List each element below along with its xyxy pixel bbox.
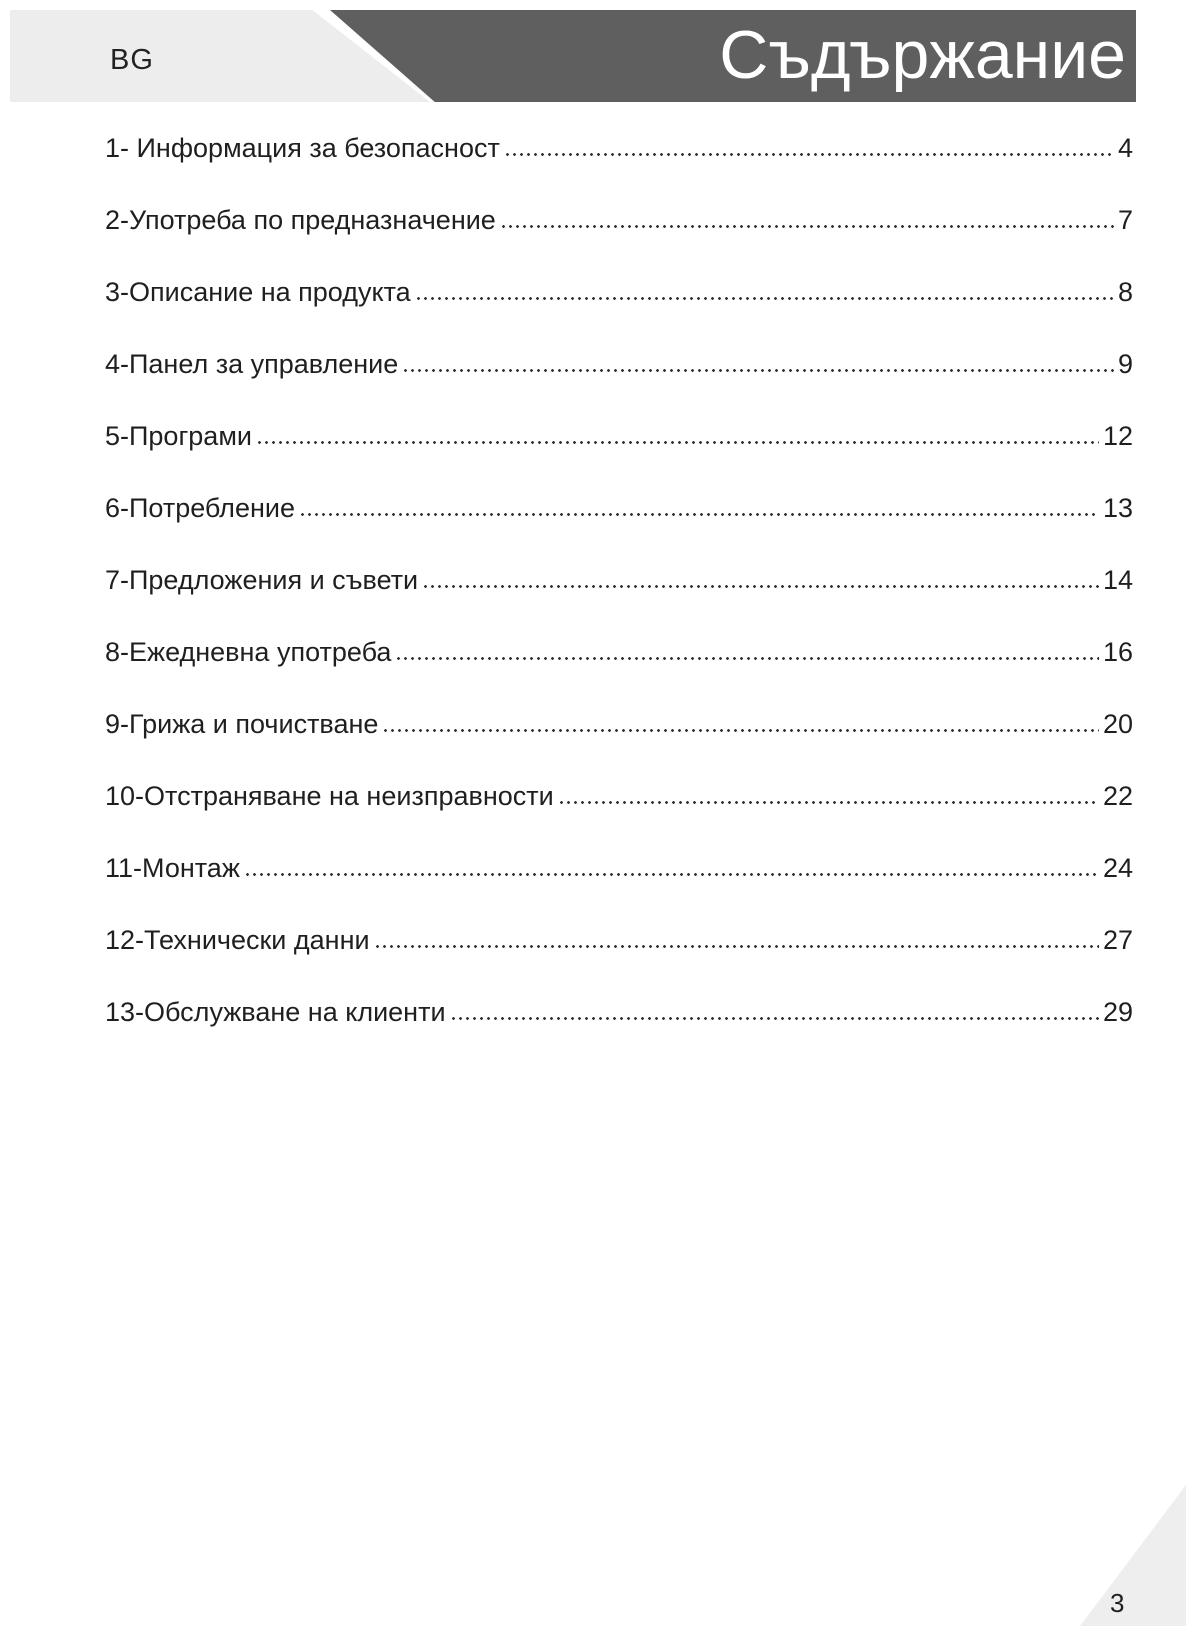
toc-dot-leader <box>299 498 1099 518</box>
toc-entry-label: 13-Обслужване на клиенти <box>105 996 446 1027</box>
toc-entry-page: 13 <box>1102 492 1133 523</box>
toc-entry-label: 7-Предложения и съвети <box>105 564 419 595</box>
toc-entry-daily-use[interactable] <box>105 616 1133 688</box>
toc-dot-leader <box>402 354 1114 374</box>
toc-dot-leader <box>422 570 1099 590</box>
toc-entry-page: 27 <box>1102 924 1133 955</box>
toc-dot-leader <box>450 1002 1099 1022</box>
toc-entry-page: 9 <box>1117 348 1133 379</box>
toc-entry-label: 8-Ежедневна употреба <box>105 636 392 667</box>
toc-entry-label: 9-Грижа и почистване <box>105 708 379 739</box>
toc-dot-leader <box>382 714 1099 734</box>
toc-entry-page: 4 <box>1117 132 1133 163</box>
toc-entry-intended-use[interactable] <box>105 184 1133 256</box>
page-number: 3 <box>1110 1588 1125 1618</box>
toc-entry-consumption[interactable] <box>105 472 1133 544</box>
toc-entry-programs[interactable] <box>105 400 1133 472</box>
toc-dot-leader <box>395 642 1099 662</box>
toc-entry-page: 8 <box>1117 276 1133 307</box>
toc-entry-page: 20 <box>1102 708 1133 739</box>
toc-entry-label: 12-Технически данни <box>105 924 370 955</box>
toc-entry-label: 4-Панел за управление <box>105 348 399 379</box>
toc-entry-label: 3-Описание на продукта <box>105 276 411 307</box>
language-code: BG <box>110 44 154 76</box>
toc-entry-page: 22 <box>1102 780 1133 811</box>
toc-dot-leader <box>558 786 1099 806</box>
toc-dot-leader <box>244 858 1099 878</box>
toc-entry-safety-information[interactable] <box>105 112 1133 184</box>
toc-entry-label: 2-Употреба по предназначение <box>105 204 496 235</box>
toc-entry-label: 11-Монтаж <box>105 852 240 883</box>
toc-entry-technical-data[interactable] <box>105 904 1133 976</box>
toc-dot-leader <box>504 138 1114 158</box>
toc-entry-page: 29 <box>1102 996 1133 1027</box>
table-of-contents <box>105 112 1133 1048</box>
toc-entry-page: 14 <box>1102 564 1133 595</box>
page-title: Съдържание <box>719 17 1126 93</box>
toc-dot-leader <box>256 426 1099 446</box>
toc-entry-customer-service[interactable] <box>105 976 1133 1048</box>
toc-entry-product-description[interactable] <box>105 256 1133 328</box>
toc-entry-suggestions-and-tips[interactable] <box>105 544 1133 616</box>
toc-entry-installation[interactable] <box>105 832 1133 904</box>
toc-entry-troubleshooting[interactable] <box>105 760 1133 832</box>
toc-entry-page: 24 <box>1102 852 1133 883</box>
toc-entry-label: 5-Програми <box>105 420 252 451</box>
toc-entry-control-panel[interactable] <box>105 328 1133 400</box>
toc-entry-page: 16 <box>1102 636 1133 667</box>
toc-dot-leader <box>500 210 1114 230</box>
toc-entry-label: 1- Информация за безопасност <box>105 132 500 163</box>
toc-entry-label: 6-Потребление <box>105 492 295 523</box>
toc-dot-leader <box>374 930 1099 950</box>
toc-entry-page: 12 <box>1102 420 1133 451</box>
toc-entry-care-and-cleaning[interactable] <box>105 688 1133 760</box>
toc-entry-label: 10-Отстраняване на неизправности <box>105 780 554 811</box>
toc-dot-leader <box>415 282 1114 302</box>
footer-corner-decoration <box>1080 1485 1186 1626</box>
toc-entry-page: 7 <box>1117 204 1133 235</box>
